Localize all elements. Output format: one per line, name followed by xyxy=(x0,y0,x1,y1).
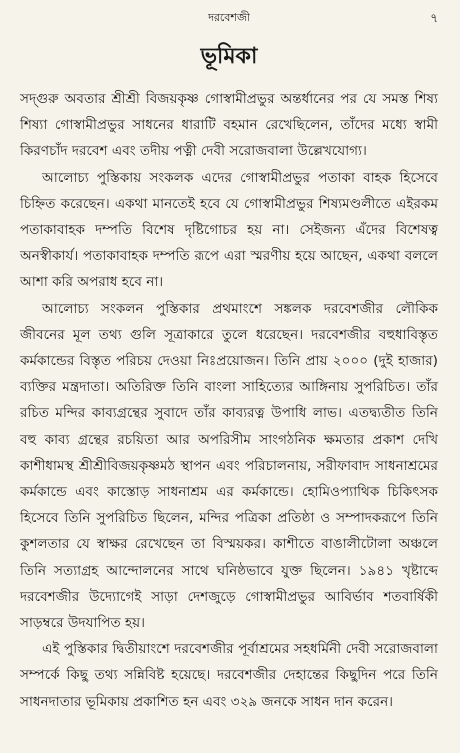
paragraph-3: আলোচ্য সংকলন পুস্তিকার প্রথমাংশে সঙ্কলক দরবেশজীর লৌকিক জীবনের মূল তথ্য গুলি সূত্রাকারে তুলে ধরেছেন। দরবেশজীর বহুধাবিস্তৃত কর্মকান্ডের বিস্তৃত পরিচয় দেওয়া নিঃপ্রয়োজন। তিনি প্রায় ২০০০ (দুই হাজার) ব্যক্তির মন্ত্রদাতা। অতিরিক্ত তিনি বাংলা সাহিত্যের আঙ্গিনায় সুপরিচিত। তাঁর রচিত মন্দির কাব্যগ্রন্থের সুবাদে তাঁর কাব্যরত্ন উপাধি লাভ। এতদ্ব্যতীত তিনি বহু কাব্য গ্রন্থের রচয়িতা আর অপরিসীম সাংগঠনিক ক্ষমতার প্রকাশ দেখি কাশীধামস্থ শ্রীশ্রীবিজয়কৃষ্ণমঠ স্থাপন এবং পরিচালনায়, সরীফাবাদ সাধনাশ্রমের কর্মকান্ডে এবং কাস্তোড় সাধনাশ্রম এর কর্মকান্ডে। হোমিওপ্যাথিক চিকিৎসক হিসেবে তিনি সুপরিচিত ছিলেন, মন্দির পত্রিকা প্রতিষ্ঠা ও সম্পাদকরূপে তিনি কুশলতার যে স্বাক্ষর রেখেছেন তা বিস্ময়কর। কাশীতে বাঙালীটোলা অঞ্চলে তিনি সত্যাগ্রহ আন্দোলনের সাথে ঘনিষ্ঠভাবে যুক্ত ছিলেন। ১৯৪১ খৃষ্টাব্দে দরবেশজীর উদ্যোগেই সাড়া দেশজুড়ে গোস্বামীপ্রভুর আবির্ভাব শতবার্ষিকী সাড়ম্বরে উদযাপিত হয়। xyxy=(20,300,438,632)
page-title: ভূমিকা xyxy=(200,44,258,69)
page-number: ৭ xyxy=(430,11,438,25)
paragraph-4: এই পুস্তিকার দ্বিতীয়াংশে দরবেশজীর পূর্বাশ্রমের সহধর্মিনী দেবী সরোজবালা সম্পর্কে কিছু তথ্য সন্নিবিষ্ট হয়েছে। দরবেশজীর দেহান্তের কিছুদিন পরে তিনি সাধনদাতার ভূমিকায় প্রকাশিত হন এবং ৩২৯ জনকে সাধন দান করেন। xyxy=(20,641,438,710)
paragraph-1: সদ্‌গুরু অবতার শ্রীশ্রী বিজয়কৃষ্ণ গোস্বামীপ্রভুর অন্তর্ধানের পর যে সমস্ত শিষ্য শিষ্যা গোস্বামীপ্রভুর সাধনের ধারাটি বহমান রেখেছিলেন, তাঁদের মধ্যে স্বামী কিরণচাঁদ দরবেশ এবং তদীয় পত্নী দেবী সরোজবালা উল্লেখযোগ্য। xyxy=(20,91,438,160)
paragraph-2: আলোচ্য পুস্তিকায় সংকলক এদের গোস্বামীপ্রভুর পতাকা বাহক হিসেবে চিহ্নিত করেছেন। একথা মানতেই হবে যে গোস্বামীপ্রভুর শিষ্যমণ্ডলীতে এইরকম পতাকাবাহক দম্পতি বিশেষ দৃষ্টিগোচর হয় না। সেইজন্য এঁদের বিশেষত্ব অনস্বীকার্য। পতাকাবাহক দম্পতি রূপে এরা স্মরণীয় হয়ে আছেন, একথা বললে আশা করি অপরাধ হবে না। xyxy=(20,169,438,291)
running-header xyxy=(20,8,438,28)
running-title: দরবেশজী xyxy=(208,11,250,24)
